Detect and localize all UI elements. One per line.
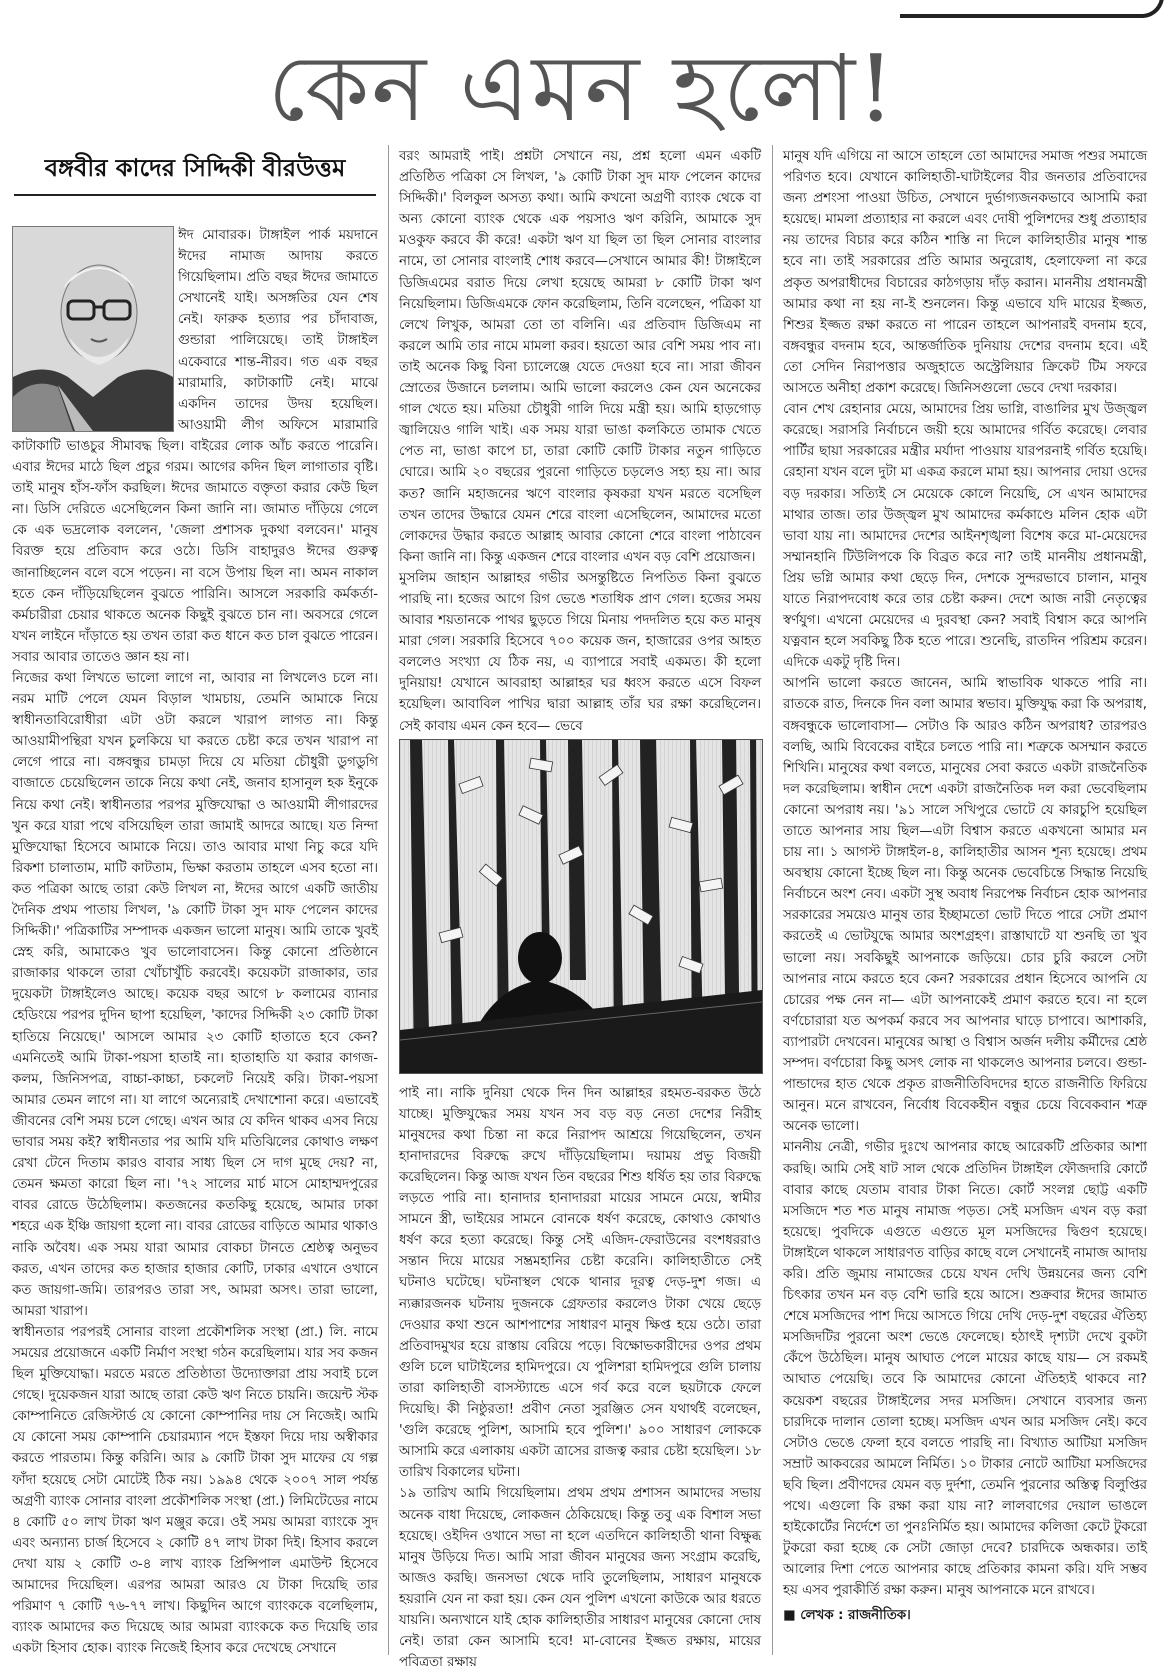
col1-paragraph-2: নিজের কথা লিখতে ভালো লাগে না, আবার না লিখলেও চলে না। নরম মাটি পেলে যেমন বিড়াল খামচায়, তেমনি আমাকে নিয়ে স্বাধীনতাবিরোধীরা এটা ওটা করলে খারাপ লাগত না। কিন্তু আওয়ামীপন্থিরা যখন চুলকিয়ে ঘা করতে চেষ্টা করে তখন খারাপ না লেগে পারে না। বঙ্গবন্ধুর চামড়া দিয়ে যে মতিয়া চৌধুরী ডুগডুগি বাজাতে চেয়েছিলেন তাকে নিয়ে কথা নেই, জনাব হাসানুল হক ইনুকে নিয়ে কথা নেই। স্বাধীনতার পরপর মুক্তিযোদ্ধা ও আওয়ামী লীগারদের খুন করে যারা পথে বসিয়েছিল তারা জামাই আদরে আছে। যত নিন্দা মুক্তিযোদ্ধা হিসেবে আমাকে নিয়ে। তাও আবার মাথা নিচু করে যদি রিকশা চালাতাম, মাটি কাটতাম, ভিক্ষা করতাম তাহলে এসব হতো না। কত পত্রিকা আছে তারা কেউ লিখল না, ঈদের আগে একটি জাতীয় দৈনিক প্রথম পাতায় লিখল, '৯ কোটি টাকা সুদ মাফ পেলেন কাদের সিদ্দিকী।' পত্রিকাটির সম্পাদক একজন ভালো মানুষ। আমি তাকে খুবই স্নেহ করি, আমাকেও খুব ভালোবাসেন। কিন্তু কোনো প্রতিষ্ঠানে রাজাকার থাকলে তারা খোঁচাখুঁচি করবেই। কয়েকটা রাজাকার, তার দুয়েকটা টাঙ্গাইলেও আছে। কয়েক বছর আগে ৮ কলামের ব্যানার হেডিংয়ে পরপর দুদিন ছাপা হয়েছিল, 'কাদের সিদ্দিকী ২৩ কোটি টাকা হাতিয়ে নিয়েছে।' আসলে আমার ২৩ কোটি হাতাতে হবে কেন? এমনিতেই আমি টাকা-পয়সা হাতাই না। হাতাহাতি যা করার কাগজ-কলম, জিনিসপত্র, বাচ্চা-কাচ্চা, চকলেট নিয়েই করি। টাকা-পয়সা আমার তেমন লাগে না। যা লাগে অন্যেরাই দেখাশোনা করে। এভাবেই জীবনের বেশি সময় চলে গেছে। এখন আর যে কদিন থাকব এসব নিয়ে ভাবার সময় কই? স্বাধীনতার পর আমি যদি মতিঝিলের কোথাও লক্ষণ রেখা টেনে দিতাম কারও বাবার সাধ্য ছিল সে দাগ মুছে দেয়? না, তেমন ক্ষমতা কারো ছিল না। '৭২ সালের মার্চ মাসে মোহাম্মদপুরের বাবর রোডে উঠেছিলাম। কতজনের কতকিছু হয়েছে, আমার ঢাকা শহরে এক ইঞ্চি জায়গা হলো না। বাবর রোডের বাড়িতে আমার থাকাও নাকি অবৈধ। এক সময় যারা আমার বোকচা টানতে শ্রেষ্ঠত্ব অনুভব করত, এখন তাদের কত হাজার হাজার কোটি, ঢাকার এখানে ওখানে কত জায়গা-জমি। তারপরও তারা সৎ, আমরা অসৎ। তারা ভালো, আমরা খারাপ।	[12, 670, 378, 1319]
portrait-space	[12, 225, 178, 435]
col3-paragraph-2: বোন শেখ রেহানার মেয়ে, আমাদের প্রিয় ভাগ্নি, বাঙালির মুখ উজ্জ্বল করেছে। সরাসরি নির্বাচনে জয়ী হয়ে আমাদের গর্বিত করেছে। লেবার পার্টির ছায়া সরকারের মন্ত্রীর মর্যাদা পাওয়ায় যারপরনাই গর্বিত হয়েছি। রেহানা যখন বলে দুটা মা একত্র করলে মামা হয়। আপনার দোয়া ওদের বড় দরকার। সত্যিই সে মেয়েকে কোলে নিয়েছি, সে এখন আমাদের মাথার তাজ। তার উজ্জ্বল মুখ আমাদের কর্মকাণ্ডে মলিন হোক এটা ভাবা যায় না। আমাদের দেশের আইনশৃঙ্খলা বিশেষ করে মা-মেয়েদের সম্মানহানি টিউলিপকে কি বিব্রত করে না? তাই মাননীয় প্রধানমন্ত্রী, প্রিয় ভগ্নি আমার কথা ছেড়ে দিন, দেশকে সুন্দরভাবে চালান, মানুষ যাতে নিরাপদবোধ করে তার চেষ্টা করুন। দেশে আজ নারী নেতৃত্বের স্বর্ণযুগ। এখনো মেয়েদের এ দুরবস্থা কেন? সবাই বিশ্বাস করে আপনি যত্নবান হলে সবকিছু ঠিক হতে পারে। শুনেছি, রাতদিন পরিশ্রম করেন। এদিকে একটু দৃষ্টি দিন।	[783, 402, 1147, 671]
col3-paragraph-4: মাননীয় নেত্রী, গভীর দুঃখে আপনার কাছে আরেকটি প্রতিকার আশা করছি। আমি সেই ষাট সাল থেকে প্রতিদিন টাঙ্গাইল ফৌজদারি কোর্টে বাবার কাছে যেতাম বাবার টাকা নিতে। কোর্ট সংলগ্ন ছোট্ট একটি মসজিদে শত শত মানুষ নামাজ পড়ত। সেই মসজিদ এখন বড় করা হয়েছে। পুবদিকে এগুতে এগুতে মূল মসজিদের দ্বিগুণ হয়েছে। টাঙ্গাইলে থাকলে সাধারণত বাড়ির কাছে বলে সেখানেই নামাজ আদায় করি। প্রতি জুমায় নামাজের চেয়ে যখন দেখি উন্নয়নের জন্য বেশি চিৎকার তখন মন বড় বেশি ভারি হয়ে আসে। শুক্রবার ঈদের জামাত শেষে মসজিদের পাশ দিয়ে আসতে গিয়ে দেখি দেড়-দুশ বছরের ঐতিহ্য মসজিদটির পুরনো অংশ ভেঙে ফেলেছে। হঠাৎই দৃশ্যটা দেখে বুকটা কেঁপে উঠেছিল। মানুষ আঘাত পেলে মায়ের কাছে যায়— সে রকমই আঘাত পেয়েছি। তবে কি আমাদের কোনো ঐতিহ্যই থাকবে না? কয়েকশ বছরের টাঙ্গাইলের সদর মসজিদ। সেখানে ব্যবসার জন্য চারদিকে দালান তোলা হচ্ছে। মসজিদ এখন আর মসজিদ নেই। কবে সেটাও ভেঙে ফেলা হবে বলতে পারছি না। বিখ্যাত আটিয়া মসজিদ সম্রাট আকবরের আমলে নির্মিত। ১০ টাকার নোটে আটিয়া মসজিদের ছবি ছিল। প্রবীণদের যেমন বড় দুর্দশা, তেমনি পুরনোর অস্তিত্ব বিলুপ্তির পথে। এগুলো কি রক্ষা করা যায় না? লালবাগের দেয়াল ভাঙলে হাইকোর্টের নির্দেশে তা পুনঃনির্মিত হয়। আমাদের কলিজা কেটে টুকরো টুকরো করা হচ্ছে কে সেটা জোড়া দেবে? চারদিকে অন্ধকার। তাই আলোর দিশা পেতে আপনার কাছে প্রতিকার কামনা করি। যদি সম্ভব হয় এসব পুরাকীর্তি রক্ষা করুন। মানুষ আপনাকে মনে রাখবে।	[783, 1140, 1147, 1599]
col1-text-1: ঈদ মোবারক। টাঙ্গাইল পার্ক ময়দানে ঈদের নামাজ আদায় করতে গিয়েছিলাম। প্রতি বছর ঈদের জামাতে সেখানেই যাই। অসঙ্গতির যেন শেষ নেই। ফারুক হত্যার পর চাঁদাবাজ, গুন্ডারা পালিয়েছে। তাই টাঙ্গাইল একেবারে শান্ত-নীরব। গত এক বছর মারামারি, কাটাকাটি নেই। মাঝে একদিন তাদের উদয় হয়েছিল। আওয়ামী লীগ অফিসে মারামারি কাটাকাটি ভাঙচুর সীমাবদ্ধ ছিল। বাইরের লোক আঁচ করতে পারেনি। এবার ঈদের মাঠে ছিল প্রচুর গরম। আগের কদিন ছিল লাগাতার বৃষ্টি। তাই মানুষ হাঁস-ফাঁস করছিল। ঈদের জামাতে বক্তৃতা করার কেউ ছিল না। ডিসি দেরিতে এসেছিলেন কিনা জানি না। জামাত দাঁড়িয়ে গেলে কে এক ভদ্রলোক বললেন, 'জেলা প্রশাসক দুকথা বলবেন।' মানুষ বিরক্ত হয়ে প্রতিবাদ করে ওঠে। ডিসি বাহাদুরও ঈদের গুরুত্ব জানাচ্ছিলেন বলে বসে পড়েন। না বসে উপায় ছিল না। অমন নাকাল হতে কেন দাঁড়িয়েছিলেন বুঝতে পারিনি। আসলে সরকারি কর্মকর্তা-কর্মচারীরা চেয়ার থাকতে অনেক কিছুই বুঝতে চান না। অবসরে গেলে যখন লাইনে দাঁড়াতে হয় তখন তারা কত ধানে কত চাল বুঝতে পারেন। সবার আবার তাতেও জ্ঞান হয় না।	[12, 228, 378, 665]
article-illustration	[399, 739, 763, 1074]
writer-note: ■ লেখক : রাজনীতিক।	[783, 1608, 911, 1624]
page-corner-rule	[900, 0, 1164, 18]
col2-paragraph-4: ১৯ তারিখ আমি গিয়েছিলাম। প্রথম প্রথম প্রশাসন আমাদের সভায় অনেক বাধা দিয়েছে, লোকজন ঠেকিয়েছে। কিন্তু তবু এক বিশাল সভা হয়েছে। ওইদিন ওখানে সভা না হলে এতদিনে কালিহাতী থানা বিক্ষুব্ধ মানুষ উড়িয়ে দিত। আমি সারা জীবন মানুষের জন্য সংগ্রাম করেছি, আজও করছি। জনসভা থেকে দাবি তুলেছিলাম, সাধারণ মানুষকে হয়রানি যেন না করা হয়। কেন যেন পুলিশ এখনো কাউকে আর ধরতে যায়নি। অন্যখানে যাই হোক কালিহাতীর সাধারণ মানুষের কোনো দোষ নেই। তারা কেন আসামি হবে! মা-বোনের ইজ্জত রক্ষায়, মায়ের পবিত্রতা রক্ষায়	[399, 1486, 761, 1671]
column-divider	[772, 145, 773, 1655]
headline: কেন এমন হলো!	[267, 35, 897, 142]
article-column-3	[783, 146, 1147, 1627]
col1-paragraph-3: স্বাধীনতার পরপরই সোনার বাংলা প্রকৌশলিক সংস্থা (প্রা.) লি. নামে সময়ের প্রয়োজনে একটি নির্মাণ সংস্থা গঠন করেছিলাম। যার সব কজন ছিল মুক্তিযোদ্ধা। মরতে মরতে প্রতিষ্ঠাতা উদ্যোক্তারা প্রায় সবাই চলে গেছে। দুয়েকজন যারা আছে তারা কেউ ঋণ নিতে চায়নি। জয়েন্ট স্টক কোম্পানিতে রেজিস্টার্ড যে কোনো কোম্পানির দায় সে নিজেই। আমি যে কোনো সময় কোম্পানি চেয়ারম্যান পদে ইস্তফা দিয়ে দায় অস্বীকার করতে পারতাম। কিন্তু করিনি। আর ৯ কোটি টাকা সুদ মাফের যে গল্প ফাঁদা হয়েছে সেটা মোটেই ঠিক নয়। ১৯৯৪ থেকে ২০০৭ সাল পর্যন্ত অগ্রণী ব্যাংক সোনার বাংলা প্রকৌশলিক সংস্থা (প্রা.) লিমিটেডের নামে ৪ কোটি ৫০ লাখ টাকা ঋণ মঞ্জুর করে। ওই সময় আমরা ব্যাংকে সুদ এবং অন্যান্য চার্জ হিসেবে ২ কোটি ৪৭ লাখ টাকা দিই। হিসাব করলে দেখা যায় ২ কোটি ৩-৪ লাখ ব্যাংক প্রিন্সিপাল এমাউন্ট হিসেবে আমাদের দিয়েছিল। এরপর আমরা আরও যে টাকা দিয়েছি তার পরিমাণ ৭ কোটি ৭৬-৭৭ লাখ। কিছুদিন আগে ব্যাংককে বলেছিলাম, ব্যাংক আমাদের কত দিয়েছে আর আমরা ব্যাংককে কত দিয়েছি তার একটা হিসাব হোক। ব্যাংক নিজেই হিসাব করে দেখেছে সেখানে	[12, 1324, 378, 1657]
byline: বঙ্গবীর কাদের সিদ্দিকী বীরউত্তম	[44, 154, 346, 182]
col2-paragraph-3: পাই না। নাকি দুনিয়া থেকে দিন দিন আল্লাহর রহমত-বরকত উঠে যাচ্ছে। মুক্তিযুদ্ধের সময় যখন সব বড় বড় নেতা দেশের নিরীহ মানুষদের কথা চিন্তা না করে নিরাপদ আশ্রয়ে গিয়েছিলেন, তখন হানাদারদের বিরুদ্ধে রুখে দাঁড়িয়েছিলাম। দয়াময় প্রভু বিজয়ী করেছিলেন। কিন্তু আজ যখন তিন বছরের শিশু ধর্ষিত হয় তার বিরুদ্ধে লড়তে পারি না। হানাদার হানাদাররা মায়ের সামনে মেয়ে, স্বামীর সামনে স্ত্রী, ভাইয়ের সামনে বোনকে ধর্ষণ করেছে, কোথাও কোথাও ধর্ষণ করে হত্যা করেছে। কিন্তু সেই এজিদ-ফেরাউনের বংশধররাও সন্তান দিয়ে মায়ের সম্ভ্রমহানির চেষ্টা করেনি। কালিহাতীতে সেই ঘটনাও ঘটেছে। ঘটনাস্থল থেকে থানার দূরত্ব দেড়-দুশ গজ। এ ন্যক্কারজনক ঘটনায় দুজনকে গ্রেফতার করলেও টাকা খেয়ে ছেড়ে দেওয়ার কথা শুনে আশপাশের সাধারণ মানুষ ক্ষিপ্ত হয়ে ওঠে। তারা প্রতিবাদমুখর হয়ে রাস্তায় বেরিয়ে পড়ে। বিক্ষোভকারীদের ওপর প্রথম গুলি চলে ঘাটাইলের হামিদপুরে। যে পুলিশরা হামিদপুরে গুলি চালায় তারা কালিহাতী বাসস্ট্যান্ডে এসে গর্ব করে বলে ছয়টাকে ফেলে দিয়েছি। কী নিষ্ঠুরতা! প্রবীণ নেতা সুরঞ্জিত সেন যথার্থই বলেছেন, 'গুলি করেছে পুলিশ, আসামি হবে পুলিশ।' ৯০০ সাধারণ লোককে আসামি করে এলাকায় একটা ত্রাসের রাজত্ব করার চেষ্টা হয়েছিল। ১৮ তারিখ বিকালের ঘটনা।	[399, 1085, 761, 1481]
col3-paragraph-1: মানুষ যদি এগিয়ে না আসে তাহলে তো আমাদের সমাজ পশুর সমাজে পরিণত হবে। যেখানে কালিহাতী-ঘাটাইলের বীর জনতার প্রতিবাদের জন্য প্রশংসা পাওয়া উচিত, সেখানে দুর্ভাগ্যজনকভাবে আসামি করা হয়েছে। মামলা প্রত্যাহার না করলে এবং দোষী পুলিশদের শুধু প্রত্যাহার নয় তাদের বিচার করে কঠিন শাস্তি না দিলে কালিহাতীর মানুষ শান্ত হবে না। তাই সরকারের প্রতি আমার অনুরোধ, হেলাফেলা না করে প্রকৃত অপরাধীদের বিচারের কাঠগড়ায় দাঁড় করান। মাননীয় প্রধানমন্ত্রী আমার কথা না হয় না-ই শুনলেন। কিন্তু এভাবে যদি মায়ের ইজ্জত, শিশুর ইজ্জত রক্ষা করতে না পারেন তাহলে আপনারই বদনাম হবে, বঙ্গবন্ধুর বদনাম হবে, আন্তর্জাতিক দুনিয়ায় দেশের বদনাম হবে। এই তো সেদিন নিরাপত্তার অজুহাতে অস্ট্রেলিয়ার ক্রিকেট টিম সফরে আসতে অনীহা প্রকাশ করেছে। জিনিসগুলো ভেবে দেখা দরকার।	[783, 149, 1147, 397]
column-divider	[388, 145, 389, 1655]
col1-paragraph-1	[12, 225, 378, 668]
byline-rule	[14, 194, 376, 196]
col3-paragraph-3: আপনি ভালো করতে জানেন, আমি স্বাভাবিক থাকতে পারি না। রাতকে রাত, দিনকে দিন বলা আমার স্বভাব। মুক্তিযুদ্ধ করা কি অপরাধ, বঙ্গবন্ধুকে ভালোবাসা— সেটাও কি আরও কঠিন অপরাধ? তারপরও বলছি, আমি বিবেকের বাইরে চলতে পারি না। শত্রুকে অসম্মান করতে শিখিনি। মানুষের কথা বলতে, মানুষের সেবা করতে একটা রাজনৈতিক দল করেছিলাম। স্বাধীন দেশে একটা রাজনৈতিক দল করা ভেবেছিলাম কোনো অপরাধ নয়। '৯১ সালে সখিপুরে ভোটে যে কারচুপি হয়েছিল তাতে আপনার সায় ছিল—এটা বিশ্বাস করতে একখনো আমার মন চায় না। ১ আগস্ট টাঙ্গাইল-৪, কালিহাতীর আসন শূন্য হয়েছে। প্রথম অবস্থায় কোনো ইচ্ছে ছিল না। কিন্তু অনেক ভেবেচিন্তে সিদ্ধান্ত নিয়েছি নির্বাচনে অংশ নেব। একটা সুস্থ অবাধ নিরপেক্ষ নির্বাচন হোক আপনার সরকারের সময়েও মানুষ তার ইচ্ছামতো ভোট দিতে পারে সেটা প্রমাণ করতেই এ ভোটযুদ্ধে আমার অংশগ্রহণ। রাস্তাঘাটে যা শুনছি তা খুব ভালো নয়। সবকিছুই আপনাকে জড়িয়ে। চোর চুরি করলে সেটা আপনার নামে করতে হবে কেন? সরকারের প্রধান হিসেবে আপনি যে চোরের পক্ষ নেন না— এটা আপনাকেই প্রমাণ করতে হবে। না হলে বর্ণচোরারা যত অপকর্ম করবে সব আপনার ঘাড়ে চাপাবে। আশাকরি, ব্যাপারটা দেখবেন। মানুষের আস্থা ও বিশ্বাস অর্জন দলীয় কর্মীদের শ্রেষ্ঠ সম্পদ। বর্ণচোরা কিছু অসৎ লোক না থাকলেও আপনার চলবে। গুন্ডা-পান্ডাদের হাত থেকে প্রকৃত রাজনীতিবিদদের হাতে রাজনীতি ফিরিয়ে আনুন। মনে রাখবেন, নির্বোধ বিবেকহীন বন্ধুর চেয়ে বিবেকবান শত্রু অনেক ভালো।	[783, 676, 1147, 1135]
col2-paragraph-2: মুসলিম জাহান আল্লাহর গভীর অসন্তুষ্টিতে নিপতিত কিনা বুঝতে পারছি না। হজের আগে রিগ ভেঙে শতাধিক প্রাণ গেল। হজের সময় আবার শয়তানকে পাথর ছুড়তে গিয়ে মিনায় পদদলিত হয়ে কত মানুষ মারা গেল। সরকারি হিসেবে ৭০০ কয়েক জন, হাজারের ওপর আহত বললেও সংখ্যা যে ঠিক নয়, এ ব্যাপারে সবাই একমত। কী হলো দুনিয়ায়! যেখানে আবরাহা আল্লাহর ঘর ধ্বংস করতে এসে বিফল হয়েছিল। আবাবিল পাখির দ্বারা আল্লাহ তাঁর ঘর রক্ষা করেছিলেন। সেই কাবায় এমন কেন হবে— ভেবে	[399, 570, 761, 734]
col2-paragraph-1: বরং আমরাই পাই। প্রশ্নটা সেখানে নয়, প্রশ্ন হলো এমন একটি প্রতিষ্ঠিত পত্রিকা সে লিখল, '৯ কোটি টাকা সুদ মাফ পেলেন কাদের সিদ্দিকী।' বিলকুল অসত্য কথা। আমি কখনো অগ্রণী ব্যাংক থেকে বা অন্য কোনো ব্যাংক থেকে এক পয়সাও ঋণ করিনি, আমাকে সুদ মওকুফ করবে কী করে! একটা ঋণ যা ছিল তা ছিল সোনার বাংলার নামে, তা সোনার বাংলাই শোধ করবে—সেখানে আমার কী! টাঙ্গাইলে ডিজিএমের বরাত দিয়ে লেখা হয়েছে আমরা ৮ কোটি টাকা ঋণ নিয়েছিলাম। ডিজিএমকে ফোন করেছিলাম, তিনি বলেছেন, পত্রিকা যা লেখে লিখুক, আমরা তো তা বলিনি। এর প্রতিবাদ ডিজিএম না করলে আমি তার নামে মামলা করব। হয়তো আর বেশি সময় পাব না। তাই অনেক কিছু বিনা চ্যালেঞ্জে যেতে দেওয়া হবে না। সারা জীবন স্রোতের উজানে চললাম। আমি ভালো করলেও কেন যেন অনেকের গাল খেতে হয়। মতিয়া চৌধুরী গালি দিয়ে মন্ত্রী হয়। আমি হাড়গোড় জ্বালিয়েও গালি খাই। এক সময় যারা ভাঙা কলকিতে তামাক খেতে পেত না, ভাঙা কাপে চা, তারা কোটি কোটি টাকার নতুন গাড়িতে ঘোরে। আমি ২০ বছরের পুরনো গাড়িতে চড়লেও সহ্য হয় না। আর কত? জানি মহাজনের ঋণে বাংলার কৃষকরা যখন মরতে বসেছিল তখন তাদের উদ্ধারে যেমন শেরে বাংলা এসেছিলেন, আমাদের মতো লোকদের উদ্ধার করতে আল্লাহ আবার কোনো শেরে বাংলা পাঠাবেন কিনা জানি না। কিন্তু একজন শেরে বাংলার এখন বড় বেশি প্রয়োজন।	[399, 149, 761, 565]
article-column-1	[12, 225, 378, 1659]
